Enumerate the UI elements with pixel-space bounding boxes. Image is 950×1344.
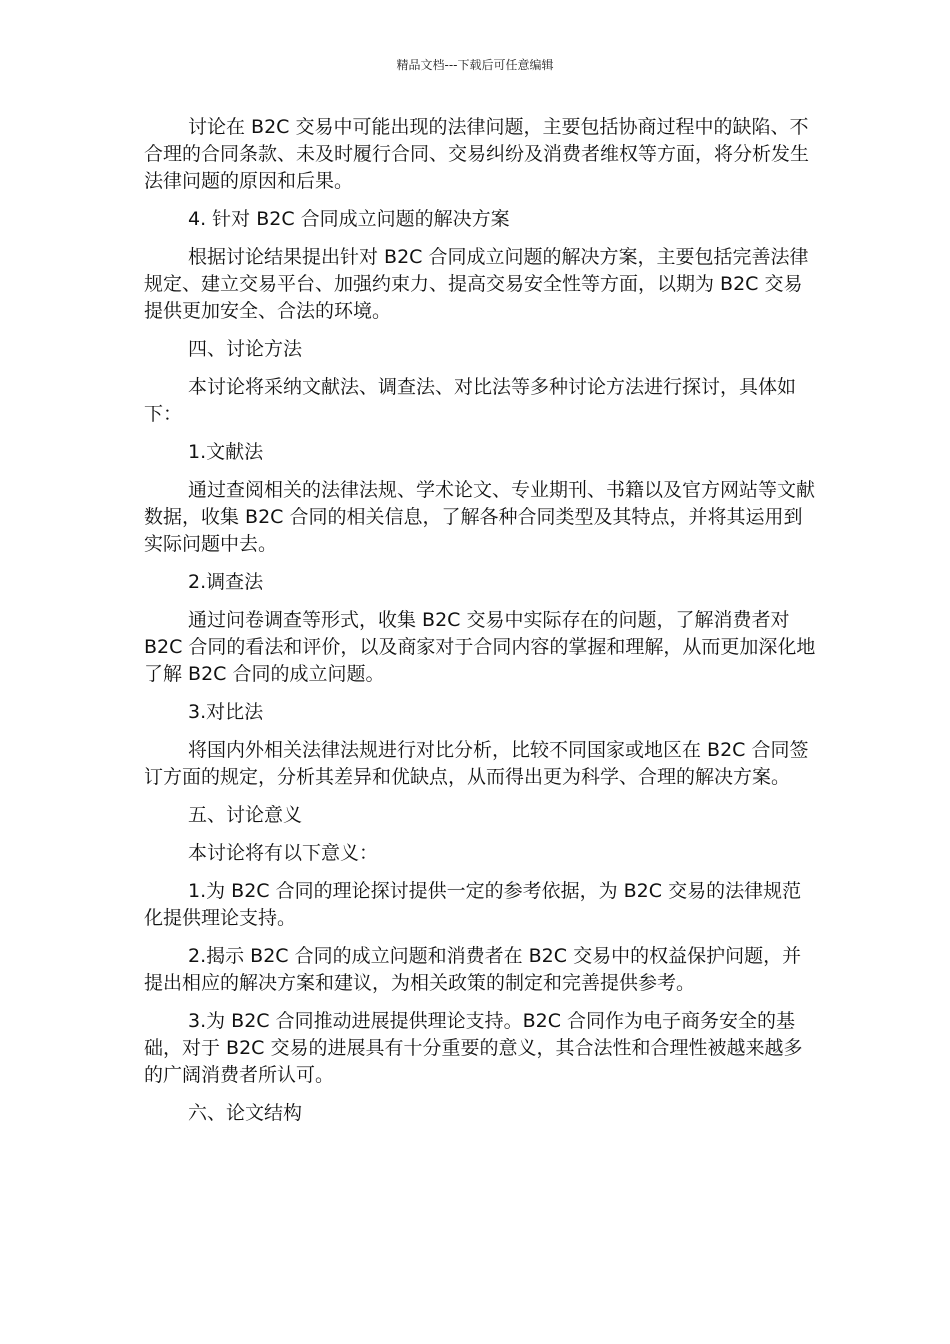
heading-survey-method: 2.调查法	[188, 571, 264, 593]
heading-solutions: 4. 针对 B2C 合同成立问题的解决方案	[188, 208, 510, 230]
heading-comparison-method: 3.对比法	[188, 701, 264, 723]
paragraph-significance-2: 2.揭示 B2C 合同的成立问题和消费者在 B2C 交易中的权益保护问题，并提出相应的解决方案和建议，为相关政策的制定和完善提供参考。	[144, 945, 802, 994]
paragraph-comparison-method: 将国内外相关法律法规进行对比分析，比较不同国家或地区在 B2C 合同签订方面的规定，分析其差异和优缺点，从而得出更为科学、合理的解决方案。	[144, 739, 809, 788]
paragraph-significance-1: 1.为 B2C 合同的理论探讨提供一定的参考依据，为 B2C 交易的法律规范化提供理论支持。	[144, 880, 802, 929]
document-body	[144, 114, 820, 1138]
paragraph-literature-method: 通过查阅相关的法律法规、学术论文、专业期刊、书籍以及官方网站等文献数据，收集 B2C 合同的相关信息，了解各种合同类型及其特点，并将其运用到实际问题中去。	[144, 479, 816, 555]
page-header: 精品文档---下载后可任意编辑	[396, 58, 554, 72]
paragraph-significance-intro: 本讨论将有以下意义：	[188, 842, 379, 864]
heading-methods: 四、讨论方法	[188, 338, 303, 360]
paragraph-legal-issues: 讨论在 B2C 交易中可能出现的法律问题，主要包括协商过程中的缺陷、不合理的合同条款、未及时履行合同、交易纠纷及消费者维权等方面，将分析发生法律问题的原因和后果。	[144, 116, 810, 192]
heading-literature-method: 1.文献法	[188, 441, 264, 463]
heading-significance: 五、讨论意义	[188, 804, 303, 826]
heading-structure: 六、论文结构	[188, 1102, 303, 1124]
paragraph-significance-3: 3.为 B2C 合同推动进展提供理论支持。B2C 合同作为电子商务安全的基础，对于 B2C 交易的进展具有十分重要的意义，其合法性和合理性被越来越多的广阔消费者所认可。	[144, 1010, 803, 1086]
paragraph-survey-method: 通过问卷调查等形式，收集 B2C 交易中实际存在的问题，了解消费者对 B2C 合同的看法和评价，以及商家对于合同内容的掌握和理解，从而更加深化地了解 B2C 合同的成立问题。	[144, 609, 816, 685]
paragraph-solutions: 根据讨论结果提出针对 B2C 合同成立问题的解决方案，主要包括完善法律规定、建立交易平台、加强约束力、提高交易安全性等方面，以期为 B2C 交易提供更加安全、合法的环境。	[144, 246, 809, 322]
paragraph-methods-intro: 本讨论将采纳文献法、调查法、对比法等多种讨论方法进行探讨，具体如下：	[144, 376, 797, 425]
